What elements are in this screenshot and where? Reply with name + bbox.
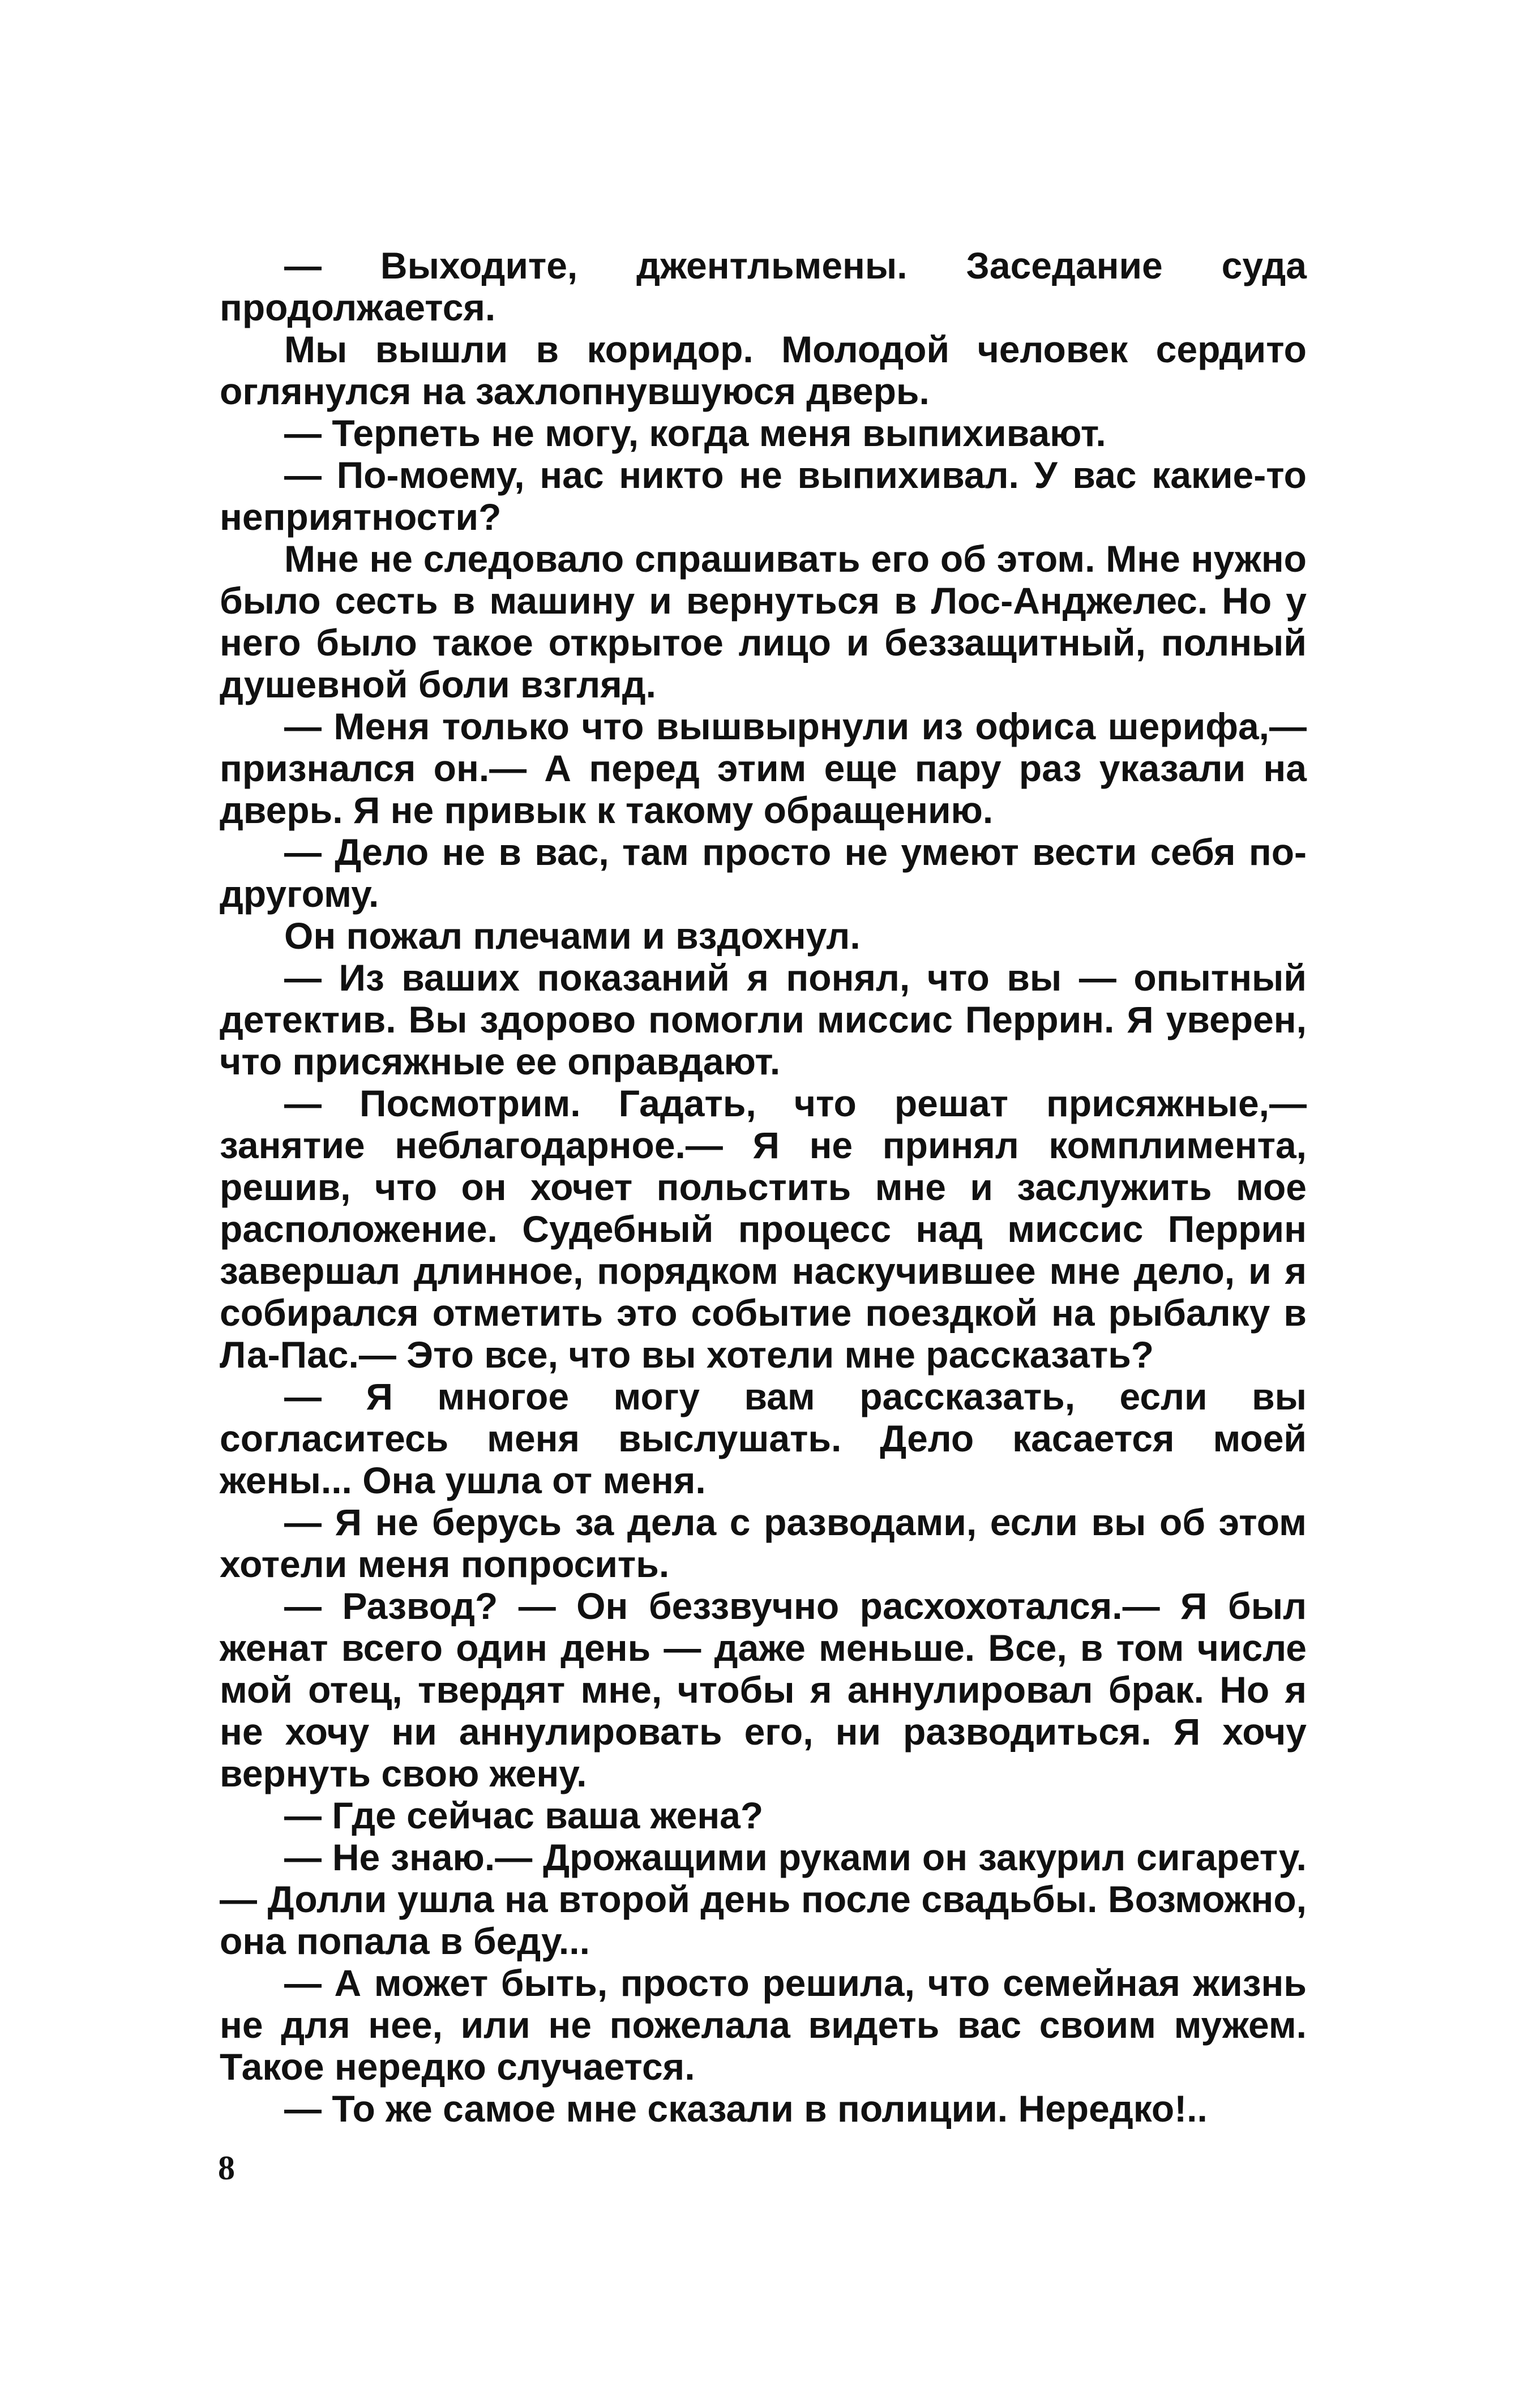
page-number: 8 bbox=[218, 2149, 235, 2187]
paragraph-11: — Я многое могу вам рассказать, если вы согласитесь меня выслушать. Дело касается моей жены... Она ушла от меня. bbox=[220, 1376, 1307, 1501]
paragraph-17: — То же самое мне сказали в полиции. Нередко!.. bbox=[284, 2088, 1208, 2130]
paragraph-8: Он пожал плечами и вздохнул. bbox=[284, 915, 861, 957]
paragraph-15: — Не знаю.— Дрожащими руками он закурил сигарету.— Долли ушла на второй день после свадьбы. Возможно, она попала в беду... bbox=[220, 1836, 1307, 1962]
paragraph-2: Мы вышли в коридор. Молодой человек сердито оглянулся на захлопнувшуюся дверь. bbox=[220, 328, 1307, 412]
paragraph-16: — А может быть, просто решила, что семейная жизнь не для нее, или не пожелала видеть вас своим мужем. Такое нередко случается. bbox=[220, 1962, 1307, 2088]
paragraph-12: — Я не берусь за дела с разводами, если вы об этом хотели меня попросить. bbox=[220, 1501, 1307, 1585]
paragraph-14: — Где сейчас ваша жена? bbox=[284, 1794, 764, 1836]
paragraph-7: — Дело не в вас, там просто не умеют вести себя по-другому. bbox=[220, 831, 1307, 915]
paragraph-4: — По-моему, нас никто не выпихивал. У вас какие-то неприятности? bbox=[220, 454, 1307, 538]
paragraph-9: — Из ваших показаний я понял, что вы — опытный детектив. Вы здорово помогли миссис Перрин. Я уверен, что присяжные ее оправдают. bbox=[220, 957, 1307, 1082]
paragraph-1: — Выходите, джентльмены. Заседание суда продолжается. bbox=[220, 245, 1307, 328]
paragraph-6: — Меня только что вышвырнули из офиса шерифа,— признался он.— А перед этим еще пару раз указали на дверь. Я не привык к такому обращению. bbox=[220, 705, 1307, 831]
paragraph-5: Мне не следовало спрашивать его об этом. Мне нужно было сесть в машину и вернуться в Лос-Анджелес. Но у него было такое открытое лицо и беззащитный, полный душевной боли взгляд. bbox=[220, 538, 1307, 705]
paragraph-13: — Развод? — Он беззвучно расхохотался.— Я был женат всего один день — даже меньше. Все, в том числе мой отец, твердят мне, чтобы я аннулировал брак. Но я не хочу ни аннулировать его, ни разводиться. Я хочу вернуть свою жену. bbox=[220, 1585, 1307, 1794]
paragraph-10: — Посмотрим. Гадать, что решат присяжные,— занятие неблагодарное.— Я не принял комплимента, решив, что он хочет польстить мне и заслужить мое расположение. Судебный процесс над миссис Перрин завершал длинное, порядком наскучившее мне дело, и я собирался отметить это событие поездкой на рыбалку в Ла-Пас.— Это все, что вы хотели мне рассказать? bbox=[220, 1082, 1307, 1376]
paragraph-3: — Терпеть не могу, когда меня выпихивают. bbox=[284, 412, 1106, 454]
body-text bbox=[220, 245, 1307, 2130]
